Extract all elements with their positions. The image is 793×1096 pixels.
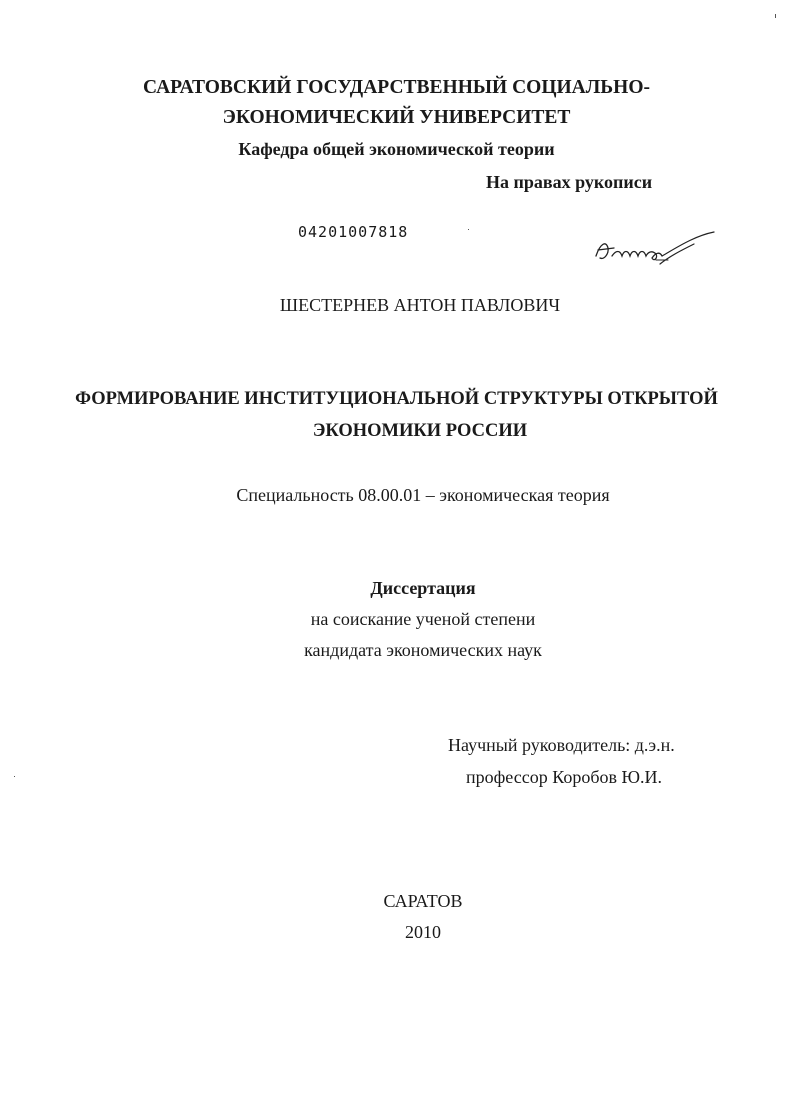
specialty: Специальность 08.00.01 – экономическая теория xyxy=(236,485,610,505)
signature-icon xyxy=(590,226,720,270)
department-name: Кафедра общей экономической теории xyxy=(238,139,555,159)
scan-speck xyxy=(775,14,776,18)
registration-number: 04201007818 xyxy=(298,223,409,241)
dissertation-title-line2: ЭКОНОМИКИ РОССИИ xyxy=(312,421,528,441)
supervisor-line1: Научный руководитель: д.э.н. xyxy=(448,735,675,755)
degree-line1: Диссертация xyxy=(370,578,476,598)
dissertation-title-line1: ФОРМИРОВАНИЕ ИНСТИТУЦИОНАЛЬНОЙ СТРУКТУРЫ ОТКРЫТОЙ xyxy=(75,389,718,409)
university-name-line1: САРАТОВСКИЙ ГОСУДАРСТВЕННЫЙ СОЦИАЛЬНО- xyxy=(142,77,651,98)
rights-note: На правах рукописи xyxy=(486,172,653,192)
degree-line3: кандидата экономических наук xyxy=(304,640,542,660)
scan-speck xyxy=(468,229,469,230)
year: 2010 xyxy=(405,922,441,942)
scan-speck xyxy=(14,776,15,777)
city: САРАТОВ xyxy=(383,891,463,911)
supervisor-line2: профессор Коробов Ю.И. xyxy=(466,767,662,787)
university-name-line2: ЭКОНОМИЧЕСКИЙ УНИВЕРСИТЕТ xyxy=(222,107,571,128)
author-name: ШЕСТЕРНЕВ АНТОН ПАВЛОВИЧ xyxy=(279,295,561,315)
degree-line2: на соискание ученой степени xyxy=(310,609,536,629)
